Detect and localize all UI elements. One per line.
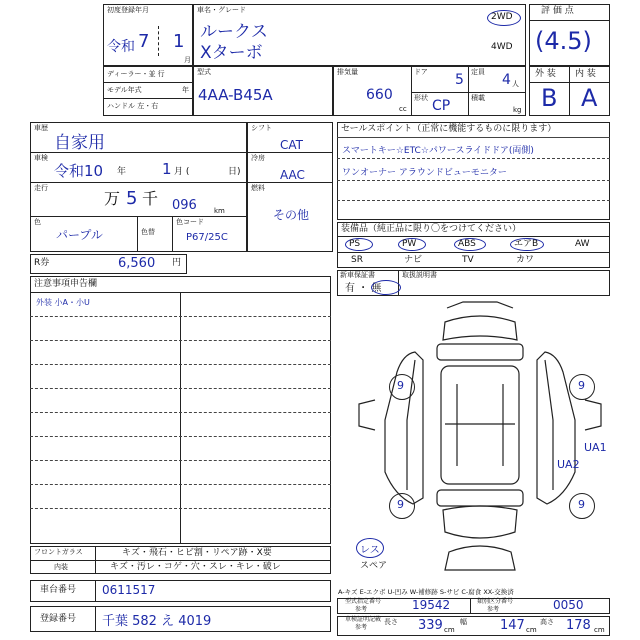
interior-options: キズ・汚レ・コゲ・穴・スレ・キレ・破レ [110, 562, 281, 572]
registration-label: 登録番号 [40, 614, 77, 624]
mileage-detail: 096 [172, 198, 197, 213]
equip-sr: SR [351, 255, 363, 265]
divider [103, 98, 193, 99]
capacity-value: 4 [502, 72, 511, 88]
recycle-unit: 円 [172, 258, 182, 268]
type-label: 型式 [197, 68, 211, 76]
first-registration-year: 7 [138, 31, 150, 52]
height-label: 高さ [540, 618, 554, 626]
equip-abs: ABS [458, 239, 476, 249]
ac-label: 冷房 [251, 154, 265, 162]
damage-ua2: UA2 [557, 458, 580, 471]
category-label: 類別区分番号 [477, 598, 514, 605]
damage-ua1: UA1 [584, 441, 607, 454]
equip-ps: PS [349, 239, 361, 249]
exterior-label: 外 装 [535, 69, 556, 79]
manual-label: 取扱説明書 [402, 271, 437, 279]
divider [158, 26, 159, 56]
load-label: 積載 [471, 94, 485, 102]
door-label: ドア [414, 68, 428, 76]
category-sub: 参考 [487, 606, 500, 613]
divider [30, 436, 331, 437]
load-unit: kg [513, 106, 522, 114]
color-code-value: P67/25C [186, 232, 228, 243]
car-name: ルークス [200, 22, 268, 42]
length-value: 339 [418, 618, 443, 633]
equip-pw: PW [402, 239, 417, 249]
mileage-man: 万 [104, 189, 121, 208]
mileage-unit: km [214, 207, 225, 215]
interior-label: 内 装 [575, 69, 596, 79]
shift-box [247, 122, 333, 252]
usage-value: 自家用 [54, 133, 105, 153]
divider [337, 137, 610, 138]
door-value: 5 [455, 72, 464, 88]
divider [468, 92, 469, 116]
recycle-value: 6,560 [118, 256, 156, 271]
exterior-grade: B [541, 84, 558, 112]
inspection-month-unit: 月 ( [174, 167, 190, 177]
rating-value: (4.5) [535, 27, 592, 55]
notes-title: 注意事項申告欄 [34, 279, 98, 289]
equip-aw: AW [575, 239, 590, 249]
divider [529, 82, 610, 83]
first-registration-label: 初度登録年月 [107, 6, 149, 14]
shift-value: CAT [280, 138, 303, 152]
divider [137, 216, 138, 252]
glass-options: キズ・飛石・ヒビ割・リペア跡・X要 [122, 548, 272, 558]
mark-4: 9 [578, 498, 585, 511]
divider [103, 82, 193, 83]
divider [30, 560, 331, 561]
model-year-label: モデル年式 [107, 86, 142, 94]
divider [30, 316, 331, 317]
damage-legend: A-キズ E-エクボ U-凹み W-補修跡 S-サビ C-腐食 XX-交換済 [338, 588, 514, 596]
mark-2: 9 [578, 379, 585, 392]
car-diagram [345, 300, 615, 582]
divider [468, 66, 469, 92]
warranty-selected-circle [371, 280, 401, 295]
ac-value: AAC [280, 168, 305, 182]
divider [337, 200, 610, 201]
equip-leather: カワ [516, 255, 535, 265]
height-unit: cm [594, 626, 605, 634]
height-value: 178 [566, 618, 591, 633]
divider [30, 484, 331, 485]
spec-number-label: 型式指定番号 [345, 598, 382, 605]
divider [180, 292, 181, 544]
color-value: パープル [56, 228, 103, 242]
warranty-value: 有 ・ 無 [345, 283, 382, 294]
equip-airbag: エアB [514, 239, 539, 249]
divider [30, 388, 331, 389]
divider [30, 412, 331, 413]
capacity-label: 定員 [471, 68, 485, 76]
inspection-value: 令和10 [54, 162, 104, 180]
category-value: 0050 [553, 598, 584, 612]
shape-value: CP [432, 98, 451, 114]
width-value: 147 [500, 618, 525, 633]
spec-number-value: 19542 [412, 598, 451, 612]
divider [30, 460, 331, 461]
divider [337, 252, 610, 253]
drive-2wd: 2WD [491, 12, 513, 22]
notes-line-1: 外装 小A・小U [36, 298, 90, 307]
handle-label: ハンドル 左・右 [107, 102, 159, 110]
divider [95, 546, 96, 574]
displacement-label: 排気量 [337, 68, 358, 76]
spec-box [333, 66, 526, 116]
first-registration-month: 1 [173, 31, 185, 52]
inspection-month: 1 [162, 160, 172, 178]
registration-value: 千葉 582 え 4019 [102, 614, 212, 629]
width-label: 幅 [460, 618, 467, 626]
equipment-title: 装備品（純正品に限り〇をつけてください） [341, 224, 522, 234]
usage-label: 車歴 [34, 124, 48, 132]
front-glass-label: フロントガラス [34, 548, 83, 556]
equip-tv: TV [462, 255, 474, 265]
first-registration-era: 令和 [107, 39, 135, 55]
mileage-value: 5 [126, 188, 138, 209]
interior-cond-label: 内装 [54, 563, 68, 571]
divider [411, 66, 412, 116]
cert-label: 車検証明記載 [345, 616, 382, 623]
chassis-value: 0611517 [102, 583, 156, 597]
divider [30, 216, 247, 217]
sales-line-1: スマートキー☆ETC☆パワースライドドア(両側) [342, 146, 534, 156]
sales-line-2: ワンオーナー アラウンドビューモニター [342, 168, 507, 178]
width-unit: cm [526, 626, 537, 634]
type-value: 4AA-B45A [198, 86, 273, 104]
length-unit: cm [444, 626, 455, 634]
color-label: 色 [34, 218, 41, 226]
equip-navi: ナビ [404, 255, 423, 265]
sales-title: セールスポイント（正常に機能するものに限ります） [341, 124, 557, 134]
divider [95, 580, 96, 602]
displacement-unit: cc [399, 105, 407, 113]
divider [30, 340, 331, 341]
shape-label: 形状 [414, 94, 428, 102]
drive-4wd: 4WD [491, 42, 513, 52]
interior-grade: A [581, 84, 598, 112]
recycle-box [30, 254, 187, 274]
cert-sub: 参考 [355, 624, 368, 631]
spare-stamp: レス [360, 545, 380, 556]
warranty-label: 新車保証書 [340, 271, 375, 279]
color-code-label: 色コード [176, 218, 204, 226]
mileage-label: 走行 [34, 184, 48, 192]
divider [569, 66, 570, 116]
divider [337, 236, 610, 237]
mark-3: 9 [397, 498, 404, 511]
month-unit: 月 [184, 56, 191, 64]
divider [529, 20, 610, 21]
divider [30, 152, 247, 153]
inspection-day-unit: 日) [228, 167, 241, 177]
car-name-label: 車名・グレード [197, 6, 246, 14]
shift-label: シフト [251, 124, 272, 132]
recycle-label: R券 [34, 258, 50, 268]
divider [30, 508, 331, 509]
chassis-label: 車台番号 [40, 585, 77, 595]
displacement-value: 660 [366, 87, 393, 103]
spare-label: スペア [360, 561, 388, 571]
divider [30, 182, 247, 183]
divider [470, 598, 471, 614]
divider [337, 158, 610, 159]
dealer-label: ディーラー・並 行 [107, 70, 165, 78]
divider [337, 180, 610, 181]
model-year-unit: 年 [182, 86, 189, 94]
rating-label: 評 価 点 [541, 6, 574, 16]
mark-1: 9 [397, 379, 404, 392]
length-label: 長さ [384, 618, 398, 626]
fuel-label: 燃料 [251, 184, 265, 192]
divider [30, 364, 331, 365]
divider [172, 216, 173, 252]
fuel-value: その他 [273, 208, 310, 222]
divider [95, 606, 96, 632]
capacity-unit: 人 [512, 80, 519, 88]
spec-number-sub: 参考 [355, 606, 368, 613]
grade: Xターボ [200, 43, 263, 63]
mileage-sen: 千 [142, 189, 159, 208]
inspection-year-unit: 年 [117, 167, 127, 177]
repaint-label: 色替 [141, 228, 155, 236]
inspection-label: 車検 [34, 154, 48, 162]
